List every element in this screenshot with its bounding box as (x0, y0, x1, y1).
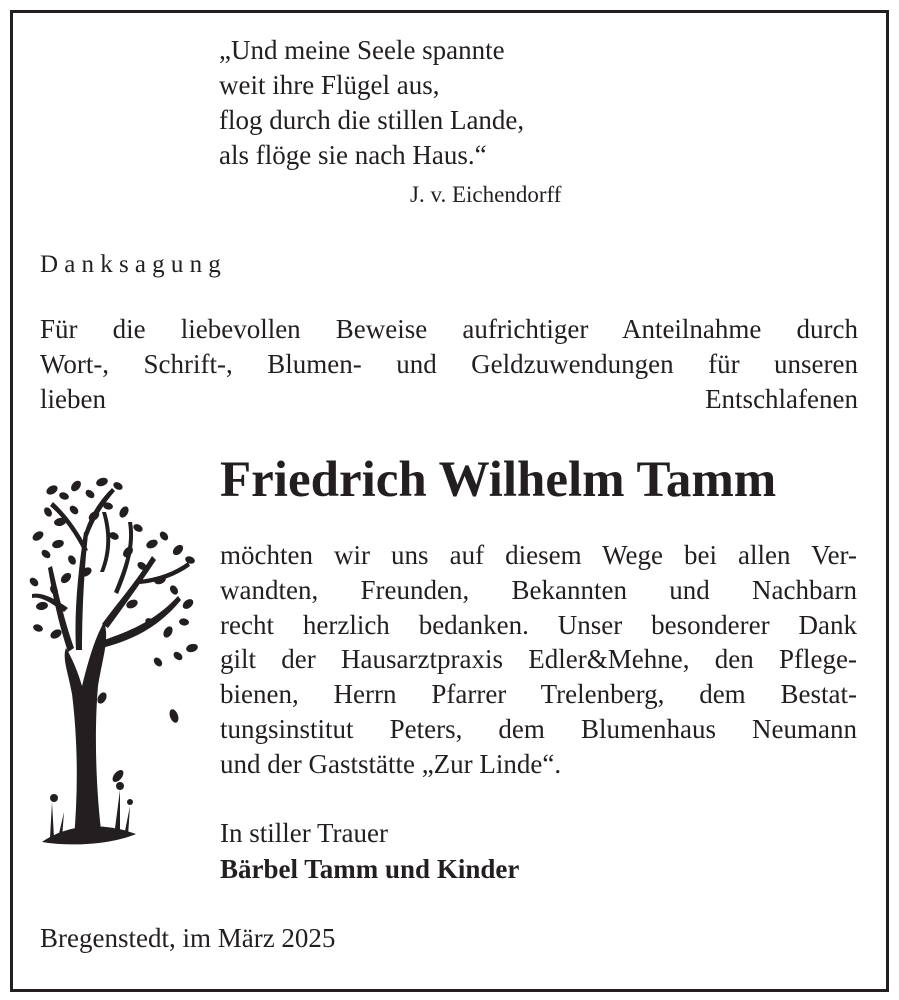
body-line: und der Gaststätte „Zur Linde“. (220, 748, 562, 779)
intro-line: Wort-, Schrift-, Blumen- und Geldzuwendungen für unseren (40, 349, 858, 379)
quote-line: als flöge sie nach Haus.“ (219, 140, 487, 170)
mourning-phrase: In stiller Trauer (220, 818, 388, 848)
quote-author: J. v. Eichendorff (410, 182, 562, 207)
body-line: bienen, Herrn Pfarrer Trelenberg, dem Bestat- (220, 679, 857, 710)
place-date: Bregenstedt, im März 2025 (40, 923, 336, 953)
quote-line: flog durch die stillen Lande, (219, 105, 525, 135)
body-line: recht herzlich bedanken. Unser besonderer Dank (220, 609, 857, 640)
body-line: gilt der Hausarztpraxis Edler&Mehne, den Pflege- (220, 644, 857, 675)
quote-line: weit ihre Flügel aus, (219, 70, 440, 100)
deceased-name: Friedrich Wilhelm Tamm (220, 452, 777, 508)
quote-block (219, 33, 524, 173)
intro-paragraph (40, 312, 858, 417)
body-line: möchten wir uns auf diesem Wege bei allen Ver- (220, 540, 857, 570)
notice-heading: Danksagung (40, 251, 227, 278)
body-line: wandten, Freunden, Bekannten und Nachbarn (220, 574, 857, 605)
quote-line: „Und meine Seele spannte (219, 35, 505, 65)
tree-silhouette-icon (28, 472, 200, 864)
body-line: tungsinstitut Peters, dem Blumenhaus Neumann (220, 713, 857, 744)
thanks-paragraph (220, 538, 857, 782)
intro-line: lieben Entschlafenen (40, 384, 858, 414)
intro-line: Für die liebevollen Beweise aufrichtiger Anteilnahme durch (40, 314, 858, 344)
signature-names: Bärbel Tamm und Kinder (220, 854, 520, 884)
